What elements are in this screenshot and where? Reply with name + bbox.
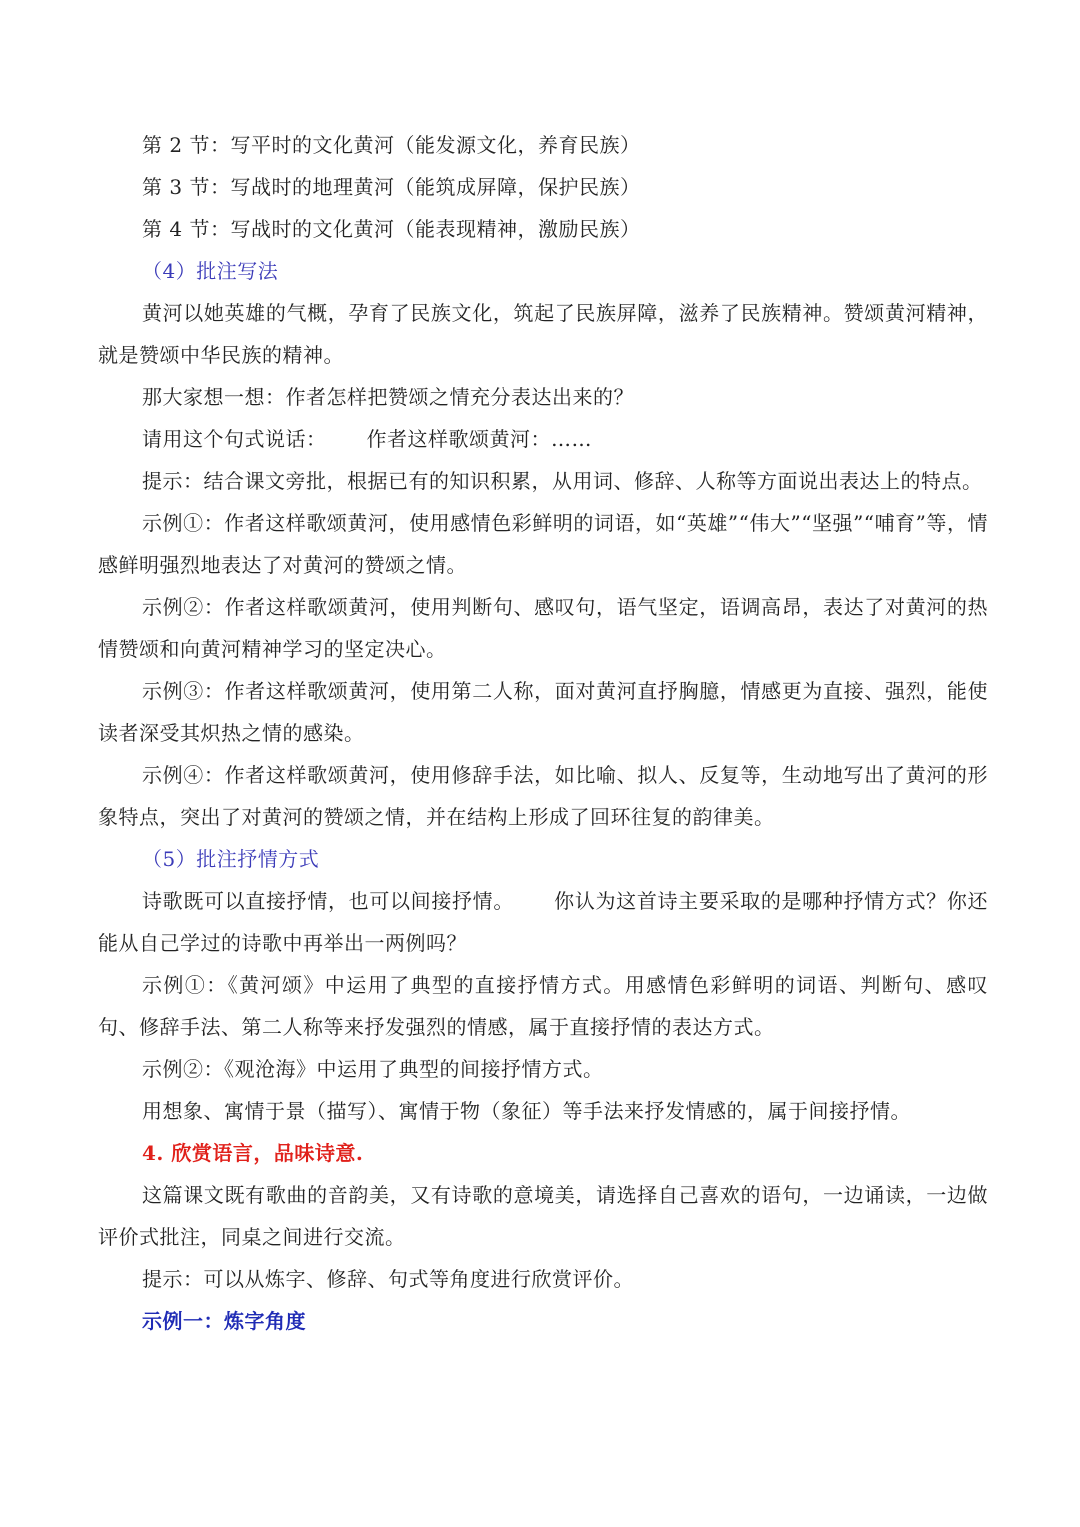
lyric-intro: 诗歌既可以直接抒情，也可以间接抒情。 bbox=[142, 889, 514, 913]
paragraph-question: 那大家想一想：作者怎样把赞颂之情充分表达出来的？ bbox=[142, 385, 634, 409]
example-1: 示例①：作者这样歌颂黄河，使用感情色彩鲜明的词语，如“英雄”“伟大”“坚强”“哺育”等，情感鲜明强烈地表达了对黄河的赞颂之情。 bbox=[98, 511, 988, 577]
paragraph-appreciate: 这篇课文既有歌曲的音韵美，又有诗歌的意境美，请选择自己喜欢的语句，一边诵读，一边做评价式批注，同桌之间进行交流。 bbox=[98, 1183, 988, 1249]
lyric-question: 你认为这首诗主要采取的是哪种抒情方式？你还能从自己学过的诗歌中再举出一两例吗？ bbox=[98, 889, 988, 955]
lyric-example-2: 示例②：《观沧海》中运用了典型的间接抒情方式。 bbox=[142, 1057, 604, 1081]
example-3: 示例③：作者这样歌颂黄河，使用第二人称，面对黄河直抒胸臆，情感更为直接、强烈，能使读者深受其炽热之情的感染。 bbox=[98, 679, 988, 745]
section-4-line: 第 4 节：写战时的文化黄河（能表现精神，激励民族） bbox=[142, 217, 641, 241]
sentence-pattern-prompt: 请用这个句式说话： bbox=[142, 427, 327, 451]
document-body bbox=[98, 124, 988, 1342]
section-2-line: 第 2 节：写平时的文化黄河（能发源文化，养育民族） bbox=[142, 133, 641, 157]
heading-annotate-writing: （4）批注写法 bbox=[142, 259, 279, 283]
section-3-line: 第 3 节：写战时的地理黄河（能筑成屏障，保护民族） bbox=[142, 175, 641, 199]
heading-lyric-method: （5）批注抒情方式 bbox=[142, 847, 320, 871]
example-2: 示例②：作者这样歌颂黄河，使用判断句、感叹句，语气坚定，语调高昂，表达了对黄河的热情赞颂和向黄河精神学习的坚定决心。 bbox=[98, 595, 988, 661]
heading-appreciate-language: 4. 欣赏语言，品味诗意. bbox=[142, 1141, 364, 1165]
paragraph-yellow-river-spirit: 黄河以她英雄的气概，孕育了民族文化，筑起了民族屏障，滋养了民族精神。赞颂黄河精神，就是赞颂中华民族的精神。 bbox=[98, 301, 988, 367]
paragraph-lyric-question bbox=[98, 880, 988, 964]
lyric-example-2-detail: 用想象、寓情于景（描写）、寓情于物（象征）等手法来抒发情感的，属于间接抒情。 bbox=[142, 1099, 911, 1123]
heading-example-word-choice: 示例一：炼字角度 bbox=[142, 1309, 306, 1333]
lyric-example-1: 示例①：《黄河颂》中运用了典型的直接抒情方式。用感情色彩鲜明的词语、判断句、感叹句、修辞手法、第二人称等来抒发强烈的情感，属于直接抒情的表达方式。 bbox=[98, 973, 988, 1039]
example-4: 示例④：作者这样歌颂黄河，使用修辞手法，如比喻、拟人、反复等，生动地写出了黄河的形象特点，突出了对黄河的赞颂之情，并在结构上形成了回环往复的韵律美。 bbox=[98, 763, 988, 829]
paragraph-sentence-pattern bbox=[98, 418, 988, 460]
paragraph-appreciate-hint: 提示：可以从炼字、修辞、句式等角度进行欣赏评价。 bbox=[142, 1267, 634, 1291]
paragraph-hint: 提示：结合课文旁批，根据已有的知识积累，从用词、修辞、人称等方面说出表达上的特点。 bbox=[142, 469, 983, 493]
sentence-pattern-template: 作者这样歌颂黄河：…… bbox=[366, 427, 592, 451]
